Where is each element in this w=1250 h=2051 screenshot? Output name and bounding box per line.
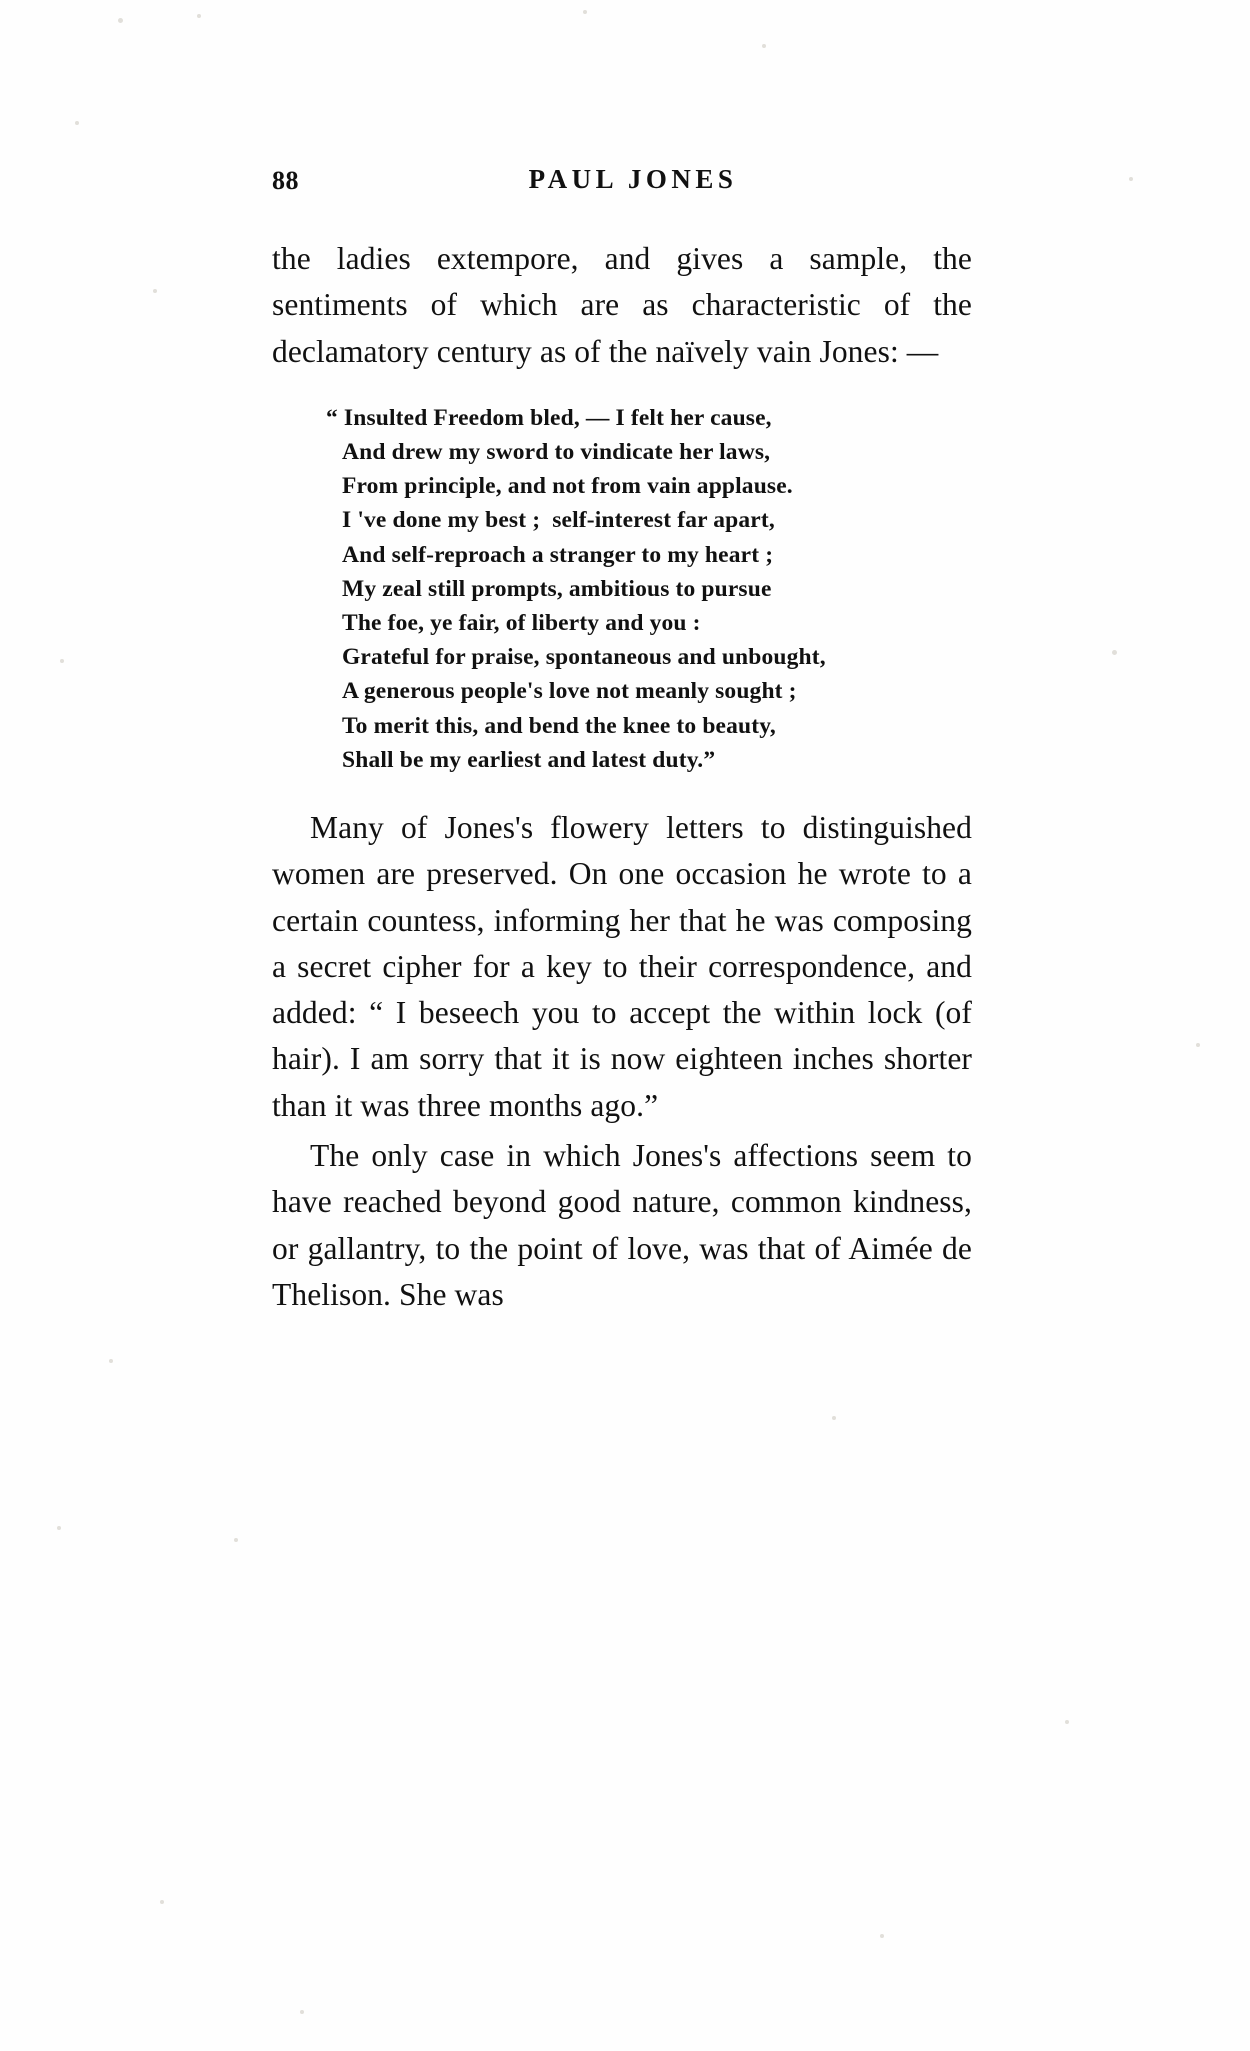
- verse-line: From principle, and not from vain applause.: [342, 473, 793, 500]
- running-head-title: PAUL JONES: [528, 164, 738, 194]
- paper-speck: [583, 10, 587, 14]
- paper-speck: [57, 1526, 61, 1530]
- verse-line: The foe, ye fair, of liberty and you :: [342, 610, 701, 637]
- paper-speck: [75, 121, 79, 125]
- paper-speck: [762, 44, 766, 48]
- verse-line: And drew my sword to vindicate her laws,: [342, 439, 771, 466]
- paragraph-3: The only case in which Jones's affections seem to have reached beyond good nature, common kindness, or gallantry, to the point of love, was that of Aimée de Thelison. She was: [272, 1138, 972, 1312]
- paper-speck: [160, 1900, 164, 1904]
- paper-speck: [153, 289, 157, 293]
- paragraph-2: Many of Jones's flowery letters to distinguished women are preserved. On one occasion he wrote to a certain countess, informing her that he was composing a secret cipher for a key to their correspondence, and added: “ I beseech you to accept the within lock (of hair). I am sorry that it is now eighteen inches shorter than it was three months ago.”: [272, 809, 972, 1123]
- verse-line: Grateful for praise, spontaneous and unbought,: [342, 644, 826, 671]
- paper-speck: [1129, 177, 1133, 181]
- verse-block: [326, 401, 972, 777]
- page-number: 88: [272, 166, 299, 195]
- paragraph-1: the ladies extempore, and gives a sample, the sentiments of which are as characteristic of the declamatory century as of the naïvely vain Jones: —: [272, 241, 972, 369]
- paper-speck: [197, 14, 201, 18]
- paper-speck: [832, 1416, 836, 1420]
- paper-speck: [880, 1934, 884, 1938]
- verse-line: I 've done my best ; self-interest far apart,: [342, 507, 775, 534]
- paper-speck: [1112, 650, 1117, 655]
- paper-speck: [118, 18, 123, 23]
- verse-line: And self-reproach a stranger to my heart ;: [342, 541, 774, 568]
- paper-speck: [234, 1538, 238, 1542]
- verse-line: “ Insulted Freedom bled, — I felt her cause,: [326, 404, 772, 431]
- paper-speck: [109, 1359, 113, 1363]
- page-content: [272, 160, 972, 1318]
- verse-line: A generous people's love not meanly sought ;: [342, 678, 797, 705]
- paper-speck: [60, 659, 64, 663]
- paper-speck: [1196, 1043, 1200, 1047]
- verse-line: Shall be my earliest and latest duty.”: [342, 746, 716, 773]
- verse-line: To merit this, and bend the knee to beauty,: [342, 712, 776, 739]
- running-head: [272, 160, 972, 206]
- paper-speck: [300, 2010, 304, 2014]
- verse-line: My zeal still prompts, ambitious to pursue: [342, 575, 772, 602]
- paper-speck: [1065, 1720, 1069, 1724]
